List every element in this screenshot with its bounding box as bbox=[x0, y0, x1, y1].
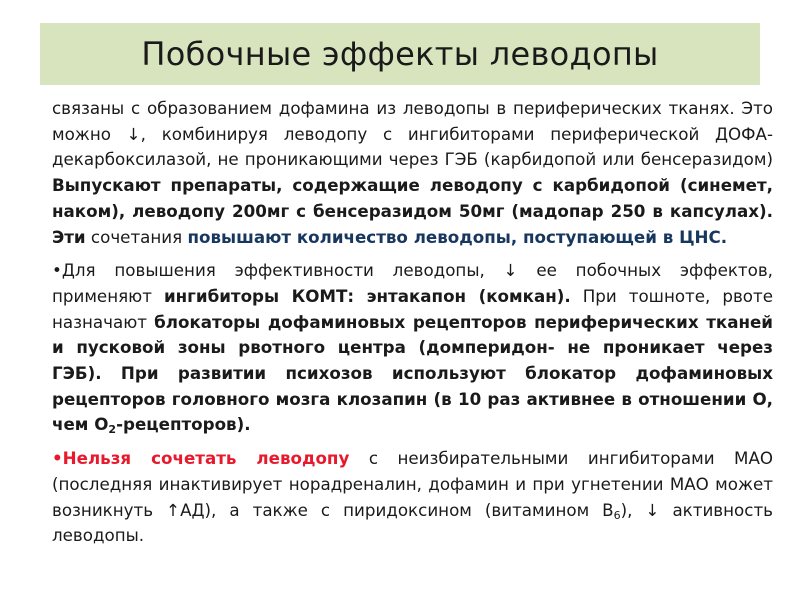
warning-text: Нельзя сочетать леводопу bbox=[62, 448, 350, 469]
dopamine-blockers-text bbox=[52, 312, 773, 435]
slide-body bbox=[52, 96, 773, 549]
title-banner bbox=[40, 23, 760, 85]
cns-conclusion-text: повышают количество леводопы, поступающей в ЦНС. bbox=[187, 226, 728, 247]
efficacy-lead-text: •Для повышения эффективности леводопы, ↓ ее побочных эффектов, применяют bbox=[52, 260, 773, 306]
middle-text: сочетания bbox=[85, 226, 188, 247]
subscript-2: 2 bbox=[108, 423, 117, 437]
blockers-text: блокаторы дофаминовых рецепторов периферических тканей и пусковой зоны рвотного центра (домперидон- не проникает через ГЭБ). При развитии психозов используют блокатор дофаминовых рецепторов головного мозга клозапин (в 10 раз активнее в отношении О, чем О bbox=[52, 311, 773, 435]
receptors-end-text: -рецепторов). bbox=[116, 414, 251, 435]
drug-combinations-text: Выпускают препараты, содержащие леводопу с карбидопой (синемет, наком), леводопу 200мг с бенсеразидом 50мг (мадопар 250 в капсулах). Эти bbox=[52, 175, 773, 247]
subscript-6: 6 bbox=[613, 508, 621, 522]
bullet-marker: • bbox=[52, 448, 63, 469]
activity-text: ), ↓ активность леводопы. bbox=[52, 499, 773, 546]
comt-inhibitors-text: ингибиторы КОМТ: энтакапон (комкан). bbox=[163, 285, 571, 306]
nausea-text: При тошноте, рвоте назначают bbox=[52, 285, 773, 332]
slide-title: Побочные эффекты леводопы bbox=[141, 35, 659, 73]
mao-text: с неизбирательными ингибиторами МАО (последняя инактивирует норадреналин, дофамин и при угнетении МАО может возникнуть ↑АД), а также с пиридоксином (витамином В bbox=[52, 448, 773, 520]
paragraph-contraindications bbox=[52, 446, 773, 549]
paragraph-comt-inhibitors bbox=[52, 258, 773, 438]
paragraph-levodopa-peripheral bbox=[52, 96, 773, 250]
intro-text: связаны с образованием дофамина из леводопы в периферических тканях. Это можно ↓, комбинируя леводопу с ингибиторами периферической ДОФА-декарбоксилазой, не проникающими через ГЭБ (карбидопой или бенсеразидом) bbox=[52, 98, 773, 170]
